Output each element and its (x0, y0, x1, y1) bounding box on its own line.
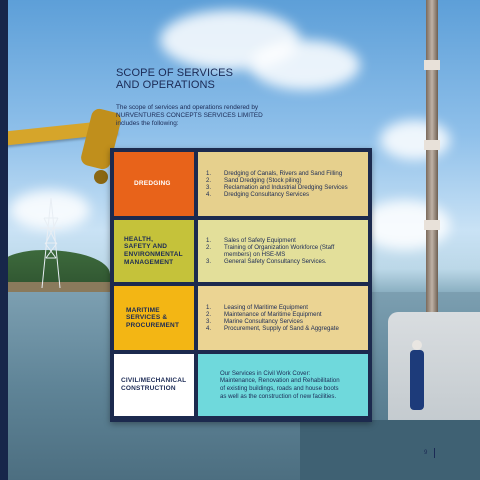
services-list-item (206, 177, 348, 184)
item-text: Sand Dredging (Stock piling) (224, 176, 302, 184)
item-number: 2. (206, 310, 212, 318)
item-text: Dredging Consultancy Services (224, 191, 310, 199)
category-cell (114, 286, 194, 350)
category-label-line: MARITIME (126, 306, 160, 314)
item-text: General Safety Consultancy Services. (224, 258, 327, 266)
services-list (198, 170, 348, 199)
item-number: 1. (206, 303, 212, 311)
services-list-item (206, 318, 339, 325)
category-label-line: DREDGING (134, 180, 171, 188)
item-text: Dredging of Canals, Rivers and Sand Filling (224, 169, 343, 177)
title-line: AND OPERATIONS (116, 79, 215, 91)
item-text: Sales of Safety Equipment (224, 236, 296, 244)
item-number: 4. (206, 325, 212, 333)
page-number-divider (434, 448, 435, 458)
paragraph-line: of existing buildings, roads and house boots (220, 385, 339, 392)
services-list-item (206, 251, 334, 258)
left-edge-strip (0, 0, 8, 480)
item-number: 1. (206, 236, 212, 244)
item-text: Procurement, Supply of Sand & Aggregate (224, 325, 339, 333)
services-list-item (206, 184, 348, 191)
item-number: 3. (206, 184, 212, 191)
services-list-item (206, 191, 348, 198)
intro-text (116, 104, 316, 128)
item-text: Leasing of Maritime Equipment (224, 303, 309, 311)
services-row-maritime (114, 286, 368, 350)
services-row-dredging (114, 152, 368, 216)
title-line: SCOPE OF SERVICES (116, 67, 234, 79)
intro-line: The scope of services and operations rendered by (116, 104, 259, 111)
item-number: 3. (206, 258, 212, 266)
item-number: 3. (206, 318, 212, 325)
item-number: 4. (206, 191, 212, 199)
intro-line: includes the following: (116, 120, 179, 127)
item-text: members) on HSE-MS (224, 251, 286, 258)
services-list (198, 237, 334, 266)
category-label (114, 236, 183, 266)
category-cell (114, 220, 194, 282)
mast-band (424, 140, 440, 150)
services-list-item (206, 258, 334, 265)
item-text: Reclamation and Industrial Dredging Services (224, 184, 348, 191)
power-pylon-icon (38, 198, 64, 288)
category-label-line: CONSTRUCTION (121, 385, 176, 392)
page-number: 9 (424, 450, 428, 456)
services-paragraph (198, 370, 340, 400)
services-cell (198, 354, 368, 416)
mast-band (424, 60, 440, 70)
worker-figure (410, 350, 424, 410)
paragraph-line: Our Services in Civil Work Cover: (220, 369, 311, 377)
item-text: Training of Organization Workforce (Staff (224, 243, 335, 251)
page-title (116, 67, 316, 91)
item-text: Maintenance of Maritime Equipment (224, 310, 322, 318)
category-label-line: PROCUREMENT (126, 321, 180, 329)
item-number: 2. (206, 243, 212, 251)
services-row-civil (114, 354, 368, 416)
services-cell (198, 220, 368, 282)
category-cell (114, 152, 194, 216)
category-cell (114, 354, 194, 416)
intro-line: NURVENTURES CONCEPTS SERVICES LIMITED (116, 112, 263, 119)
services-list-item (206, 244, 334, 251)
category-label-line: SERVICES & (126, 314, 168, 322)
services-row-hse (114, 220, 368, 282)
category-label-line: ENVIRONMENTAL (124, 251, 183, 258)
services-list-item (206, 325, 339, 332)
item-number: 2. (206, 176, 212, 184)
services-list-item (206, 170, 348, 177)
paragraph-line: Maintenance, Renovation and Rehabilitation (220, 377, 340, 385)
dredger-crane-pivot (94, 170, 108, 184)
mast-band (424, 220, 440, 230)
category-label-line: SAFETY AND (124, 243, 168, 251)
boat-deck (300, 420, 480, 480)
category-label (114, 307, 179, 330)
worker-helmet (412, 340, 422, 350)
item-number (206, 251, 224, 258)
category-label (114, 180, 171, 188)
paragraph-line: as well as the construction of new facilities. (220, 392, 337, 400)
category-label (114, 377, 186, 392)
services-cell (198, 152, 368, 216)
services-table (110, 148, 372, 422)
item-number: 1. (206, 169, 212, 177)
services-cell (198, 286, 368, 350)
services-list-item (206, 304, 339, 311)
services-list-item (206, 311, 339, 318)
category-label-line: HEALTH, (124, 235, 154, 243)
services-list (198, 304, 339, 333)
services-list-item (206, 237, 334, 244)
item-text: Marine Consultancy Services (224, 318, 303, 325)
category-label-line: CIVIL/MECHANICAL (121, 377, 187, 385)
category-label-line: MANAGEMENT (124, 258, 174, 266)
